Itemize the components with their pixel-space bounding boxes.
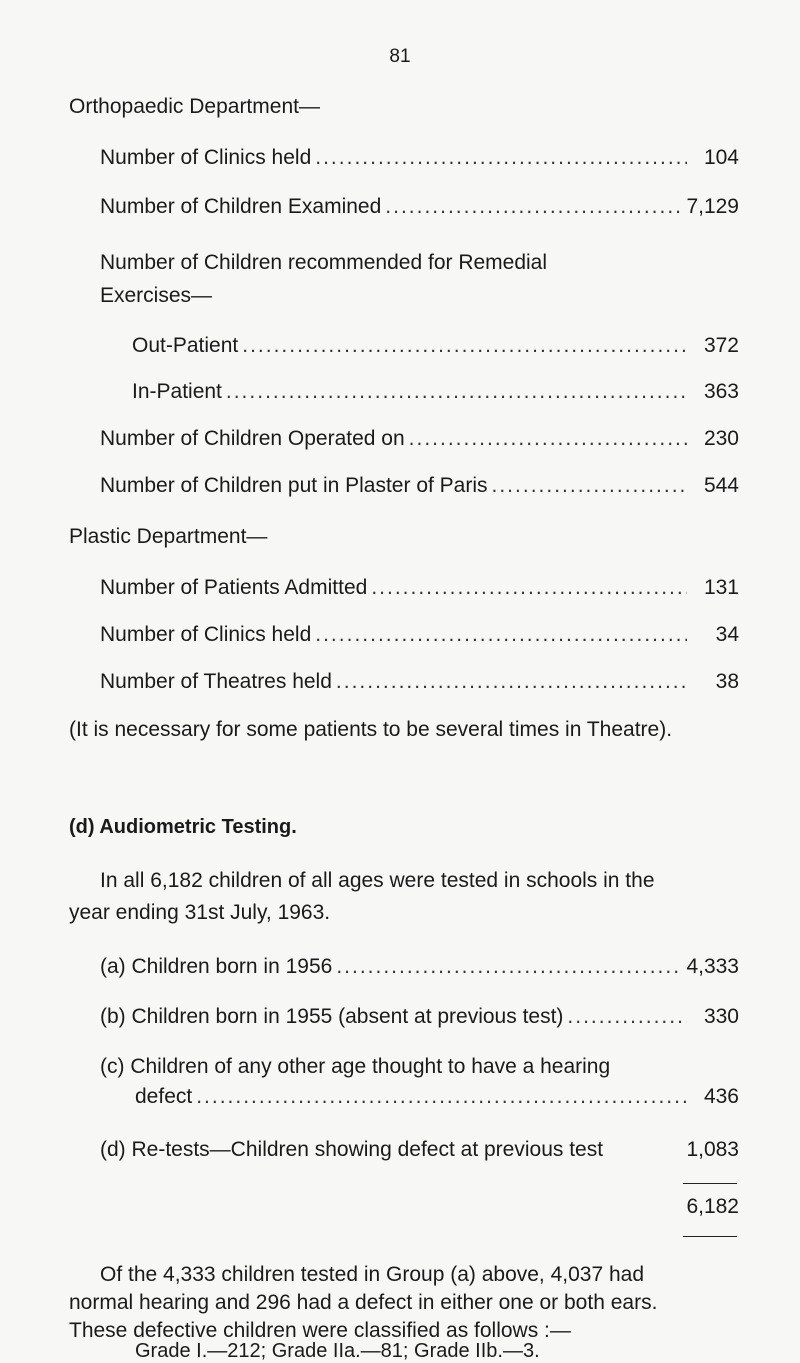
leader-dots	[385, 195, 680, 219]
row-label: (d) Re-tests—Children showing defect at previous test	[100, 1138, 604, 1161]
row-label: Number of Children Operated on	[100, 427, 405, 450]
ortho-clinics-row	[100, 146, 739, 170]
summary-line-3: These defective children were classified as follows :—	[69, 1319, 571, 1342]
plastic-theatres-row	[100, 670, 739, 694]
group-c-line-1: (c) Children of any other age thought to have a hearing	[100, 1055, 611, 1078]
row-value: 230	[703, 427, 739, 450]
plastic-admitted-row	[100, 576, 739, 600]
audiometric-heading: (d) Audiometric Testing.	[69, 816, 297, 838]
out-patient-row	[132, 334, 739, 358]
sum-rule-bottom	[683, 1236, 737, 1237]
row-label: Number of Clinics held	[100, 623, 312, 646]
row-value: 131	[703, 576, 739, 599]
leader-dots	[242, 334, 687, 358]
row-value: 436	[703, 1085, 739, 1108]
plastic-clinics-row	[100, 623, 739, 647]
row-value: 1,083	[686, 1138, 739, 1161]
row-value: 104	[703, 146, 739, 169]
leader-dots	[336, 955, 680, 979]
plastic-heading: Plastic Department—	[69, 525, 268, 548]
row-value: 330	[703, 1005, 739, 1028]
row-label: defect	[135, 1085, 193, 1108]
page-number: 81	[389, 46, 411, 67]
remedial-heading-line-2: Exercises—	[100, 284, 213, 307]
leader-dots	[315, 146, 687, 170]
leader-dots	[567, 1005, 687, 1029]
summary-line-2: normal hearing and 296 had a defect in either one or both ears.	[69, 1291, 658, 1314]
theatre-note: (It is necessary for some patients to be several times in Theatre).	[69, 718, 673, 741]
row-label: Number of Children put in Plaster of Paris	[100, 474, 488, 497]
leader-dots	[371, 576, 687, 600]
remedial-heading-line-1: Number of Children recommended for Remedial	[100, 251, 548, 274]
sum-rule-top	[683, 1183, 737, 1184]
operated-row	[100, 427, 739, 451]
leader-dots	[226, 380, 687, 404]
in-patient-row	[132, 380, 739, 404]
plaster-row	[100, 474, 739, 498]
row-label: Number of Patients Admitted	[100, 576, 368, 599]
grades-line: Grade I.—212; Grade IIa.—81; Grade IIb.—3.	[135, 1340, 540, 1362]
row-value: 7,129	[686, 195, 739, 218]
row-label: (b) Children born in 1955 (absent at previous test)	[100, 1005, 564, 1028]
total-value: 6,182	[686, 1195, 739, 1218]
leader-dots	[336, 670, 687, 694]
leader-dots	[492, 474, 687, 498]
summary-line-1: Of the 4,333 children tested in Group (a) above, 4,037 had	[100, 1263, 645, 1286]
leader-dots	[315, 623, 687, 647]
row-value: 4,333	[686, 955, 739, 978]
group-b-row	[100, 1005, 739, 1029]
row-value: 34	[715, 623, 739, 646]
ortho-examined-row	[100, 195, 739, 219]
row-value: 363	[703, 380, 739, 403]
row-label: Number of Clinics held	[100, 146, 312, 169]
orthopaedic-heading: Orthopaedic Department—	[69, 95, 320, 118]
row-value: 38	[715, 670, 739, 693]
group-c-row	[135, 1085, 739, 1109]
row-value: 544	[703, 474, 739, 497]
row-label: Out-Patient	[132, 334, 239, 357]
leader-dots	[409, 427, 687, 451]
row-value: 372	[703, 334, 739, 357]
row-label: In-Patient	[132, 380, 222, 403]
row-label: Number of Theatres held	[100, 670, 332, 693]
audiometric-intro-line-1: In all 6,182 children of all ages were tested in schools in the	[100, 869, 655, 892]
group-d-row	[100, 1138, 739, 1162]
row-label: Number of Children Examined	[100, 195, 382, 218]
leader-dots	[196, 1085, 687, 1109]
row-label: (a) Children born in 1956	[100, 955, 333, 978]
audiometric-intro-line-2: year ending 31st July, 1963.	[69, 901, 331, 924]
group-a-row	[100, 955, 739, 979]
